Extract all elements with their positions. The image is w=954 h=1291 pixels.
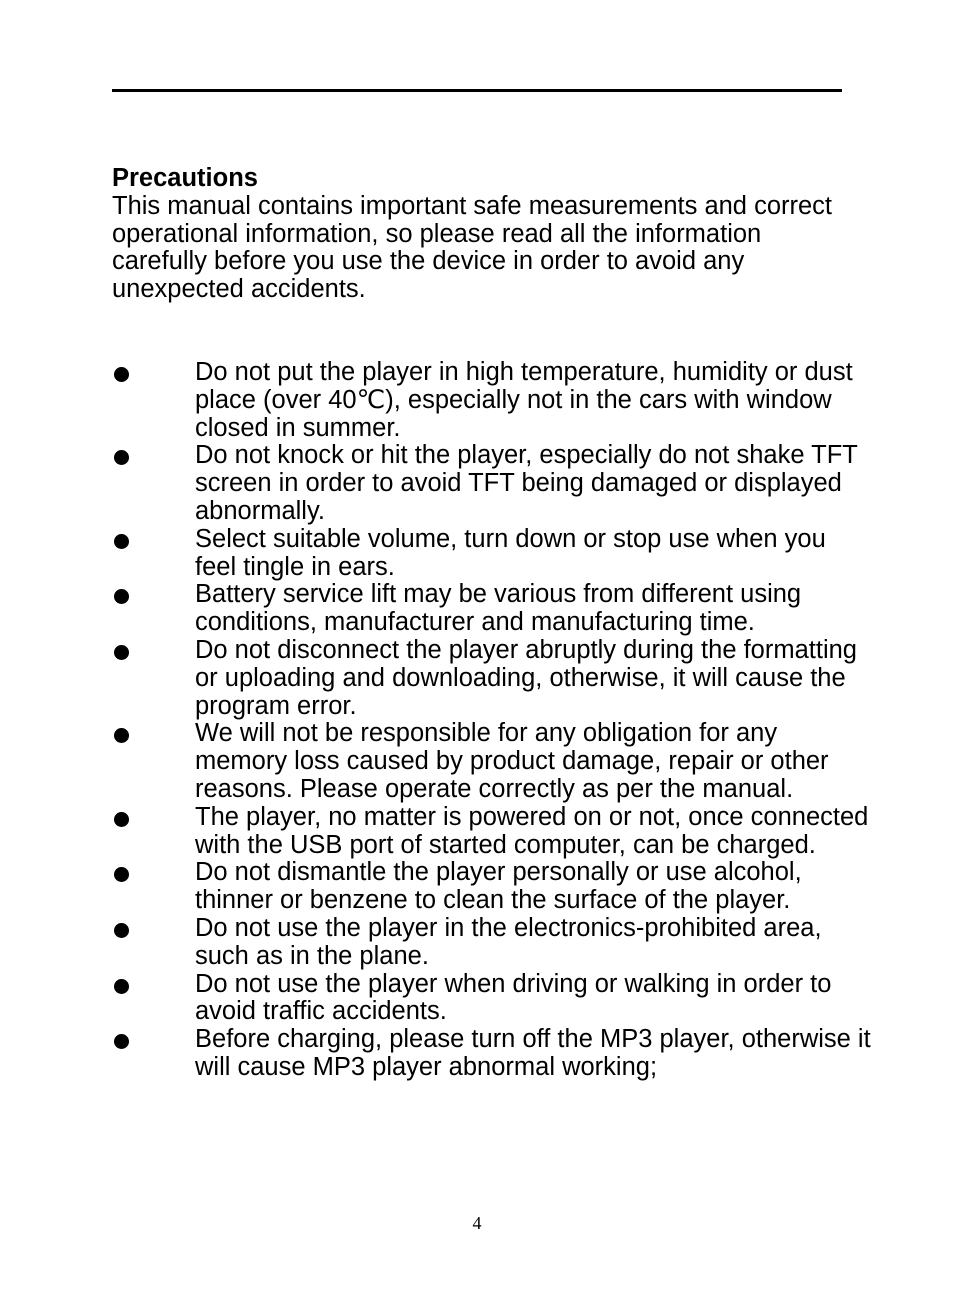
list-item — [112, 442, 872, 525]
intro-paragraph: This manual contains important safe measurements and correct operational information, so please read all the information carefully before you use the device in order to avoid any unexpected accidents. — [112, 191, 833, 304]
bullet-dot-icon — [114, 812, 129, 827]
list-item — [112, 859, 872, 915]
list-item — [112, 915, 872, 971]
list-item-text: Battery service lift may be various from different using conditions, manufacturer and manufacturing time. — [195, 580, 802, 637]
bullet-dot-icon — [114, 728, 129, 743]
list-item-text: Do not knock or hit the player, especially do not shake TFT screen in order to avoid TFT being damaged or displayed abnormally. — [195, 441, 858, 525]
list-item — [112, 581, 872, 637]
bullet-dot-icon — [114, 867, 129, 882]
bullet-dot-icon — [114, 979, 129, 994]
list-item — [112, 637, 872, 720]
list-item-text: Do not use the player in the electronics-prohibited area, such as in the plane. — [195, 913, 822, 970]
list-item — [112, 526, 872, 582]
list-item-text: We will not be responsible for any obligation for any memory loss caused by product damage, repair or other reasons. Please operate correctly as per the manual. — [195, 719, 829, 803]
list-item-text: Do not disconnect the player abruptly during the formatting or uploading and downloading, otherwise, it will cause the program error. — [195, 635, 857, 720]
bullet-dot-icon — [114, 534, 129, 549]
bullet-dot-icon — [114, 923, 129, 938]
list-item-text: Select suitable volume, turn down or stop use when you feel tingle in ears. — [195, 524, 826, 581]
list-item-text: Before charging, please turn off the MP3 player, otherwise it will cause MP3 player abnormal working; — [195, 1025, 871, 1081]
list-item — [112, 1026, 872, 1082]
list-item — [112, 971, 872, 1027]
page-number: 4 — [472, 1213, 482, 1233]
list-item-text: Do not put the player in high temperature, humidity or dust place (over 40℃), especially not in the cars with window closed in summer. — [195, 357, 853, 442]
bullet-dot-icon — [114, 450, 129, 465]
list-item — [112, 359, 872, 442]
section-heading: Precautions — [112, 164, 258, 192]
precautions-list — [112, 359, 872, 1082]
bullet-dot-icon — [114, 645, 129, 660]
header-rule — [112, 89, 842, 92]
list-item — [112, 720, 872, 803]
list-item — [112, 804, 872, 860]
list-item-text: Do not use the player when driving or walking in order to avoid traffic accidents. — [195, 969, 832, 1026]
bullet-dot-icon — [114, 367, 129, 382]
precautions-section — [112, 165, 872, 1082]
list-item-text: Do not dismantle the player personally or use alcohol, thinner or benzene to clean the surface of the player. — [195, 858, 802, 915]
bullet-dot-icon — [114, 589, 129, 604]
bullet-dot-icon — [114, 1034, 129, 1049]
list-item-text: The player, no matter is powered on or not, once connected with the USB port of started computer, can be charged. — [195, 802, 869, 859]
